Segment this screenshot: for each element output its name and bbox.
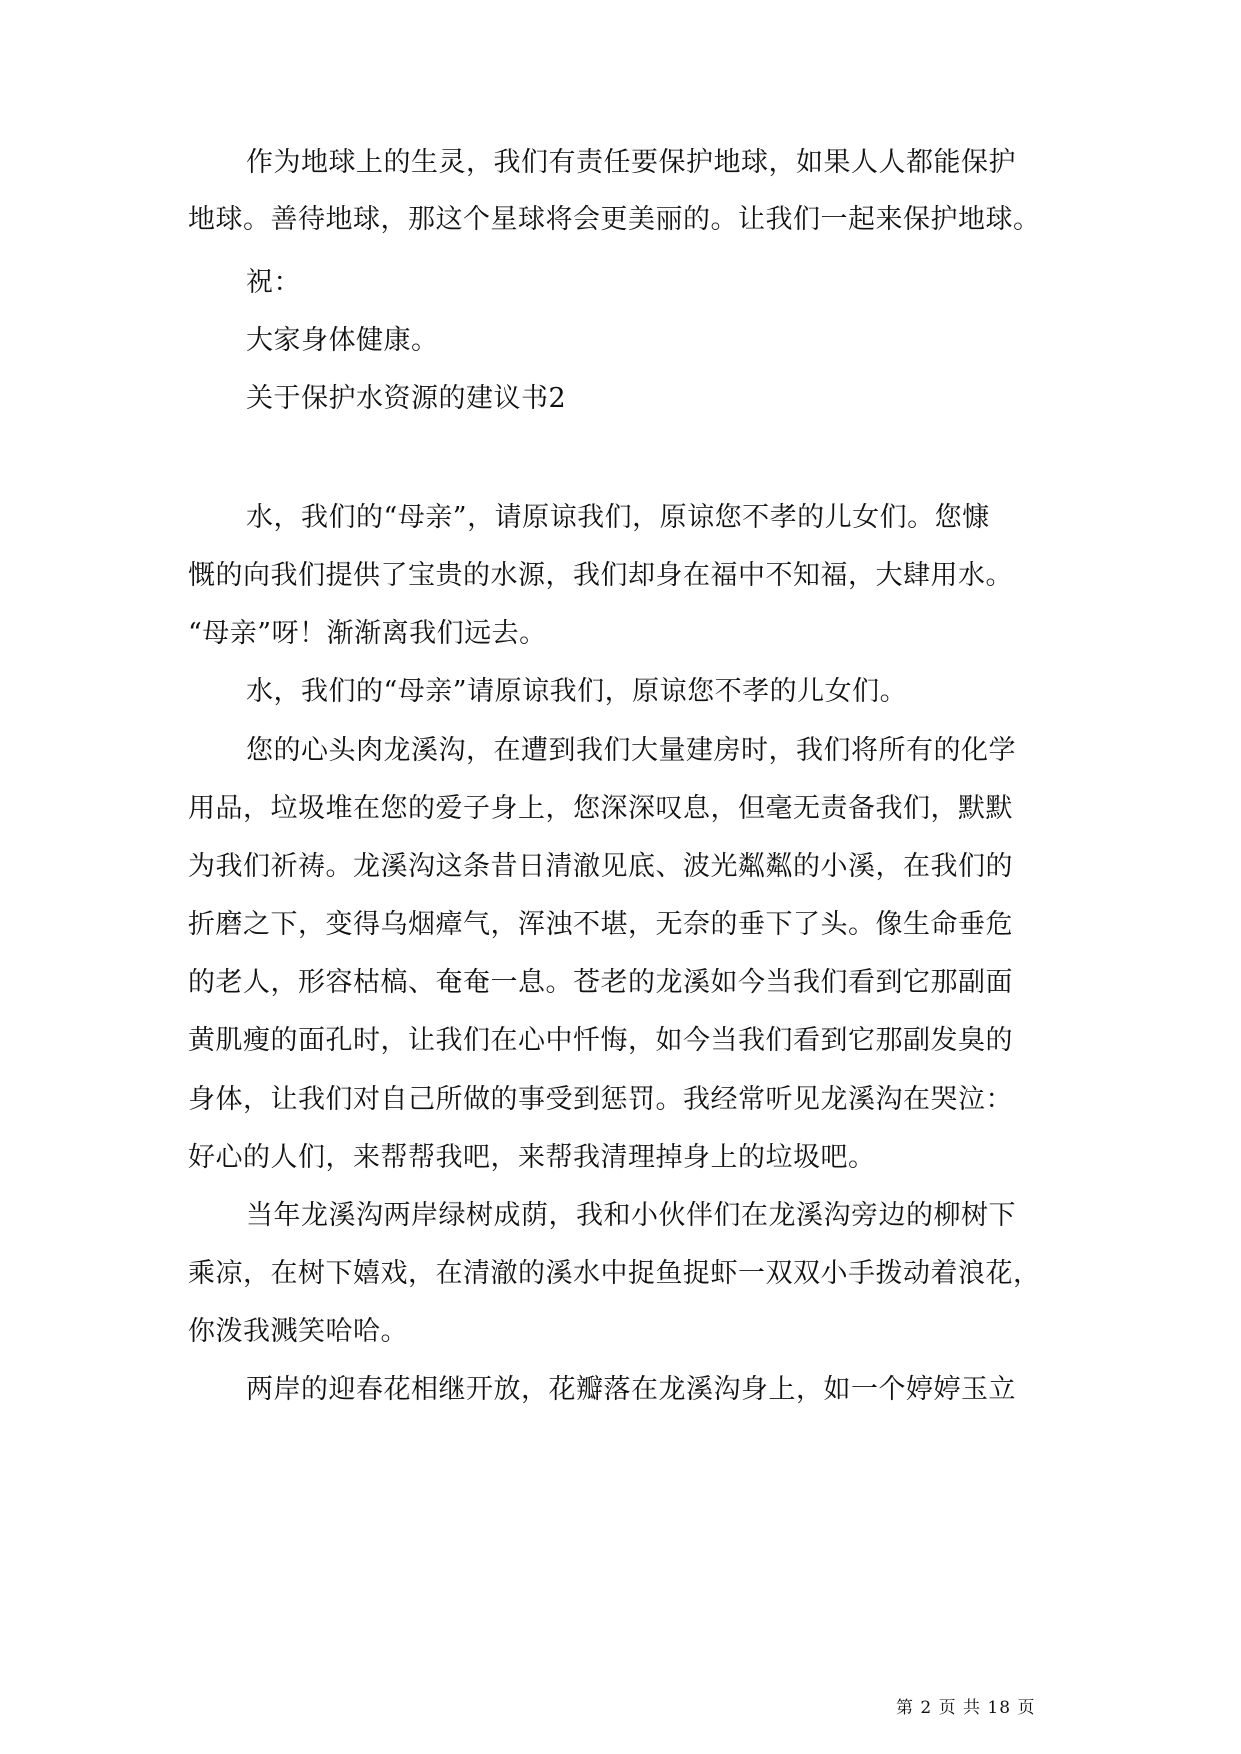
paragraph-line: 水，我们的“母亲”，请原谅我们，原谅您不孝的儿女们。您慷 xyxy=(246,502,990,533)
paragraph-line: 你泼我溅笑哈哈。 xyxy=(188,1316,408,1347)
paragraph-line: 当年龙溪沟两岸绿树成荫，我和小伙伴们在龙溪沟旁边的柳树下 xyxy=(246,1200,1016,1231)
section-title: 关于保护水资源的建议书2 xyxy=(246,383,567,414)
paragraph-line: 地球。善待地球，那这个星球将会更美丽的。让我们一起来保护地球。 xyxy=(188,204,1041,235)
paragraph-line: 两岸的迎春花相继开放，花瓣落在龙溪沟身上，如一个婷婷玉立 xyxy=(246,1374,1016,1405)
paragraph-line: 的老人，形容枯槁、奄奄一息。苍老的龙溪如今当我们看到它那副面 xyxy=(188,967,1013,998)
paragraph-line: 身体，让我们对自己所做的事受到惩罚。我经常听见龙溪沟在哭泣： xyxy=(188,1084,1013,1115)
paragraph-line: 您的心头肉龙溪沟，在遭到我们大量建房时，我们将所有的化学 xyxy=(246,735,1016,766)
paragraph-line: 为我们祈祷。龙溪沟这条昔日清澈见底、波光粼粼的小溪，在我们的 xyxy=(188,851,1013,882)
paragraph-line: 黄肌瘦的面孔时，让我们在心中忏悔，如今当我们看到它那副发臭的 xyxy=(188,1025,1013,1056)
salutation-line: 祝： xyxy=(246,267,301,298)
paragraph-line: 水，我们的“母亲”请原谅我们，原谅您不孝的儿女们。 xyxy=(246,676,908,707)
paragraph-line: “母亲”呀！渐渐离我们远去。 xyxy=(188,618,547,649)
paragraph-line: 作为地球上的生灵，我们有责任要保护地球，如果人人都能保护 xyxy=(246,147,1016,178)
paragraph-line: 用品，垃圾堆在您的爱子身上，您深深叹息，但毫无责备我们，默默 xyxy=(188,793,1013,824)
paragraph-line: 折磨之下，变得乌烟瘴气，浑浊不堪，无奈的垂下了头。像生命垂危 xyxy=(188,909,1013,940)
paragraph-line: 乘凉，在树下嬉戏，在清澈的溪水中捉鱼捉虾一双双小手拨动着浪花， xyxy=(188,1258,1041,1289)
salutation-line: 大家身体健康。 xyxy=(246,325,439,356)
paragraph-line: 慨的向我们提供了宝贵的水源，我们却身在福中不知福，大肆用水。 xyxy=(188,560,1013,591)
paragraph-line: 好心的人们，来帮帮我吧，来帮我清理掉身上的垃圾吧。 xyxy=(188,1142,876,1173)
page-number-footer: 第 2 页 共 18 页 xyxy=(896,1698,1036,1718)
